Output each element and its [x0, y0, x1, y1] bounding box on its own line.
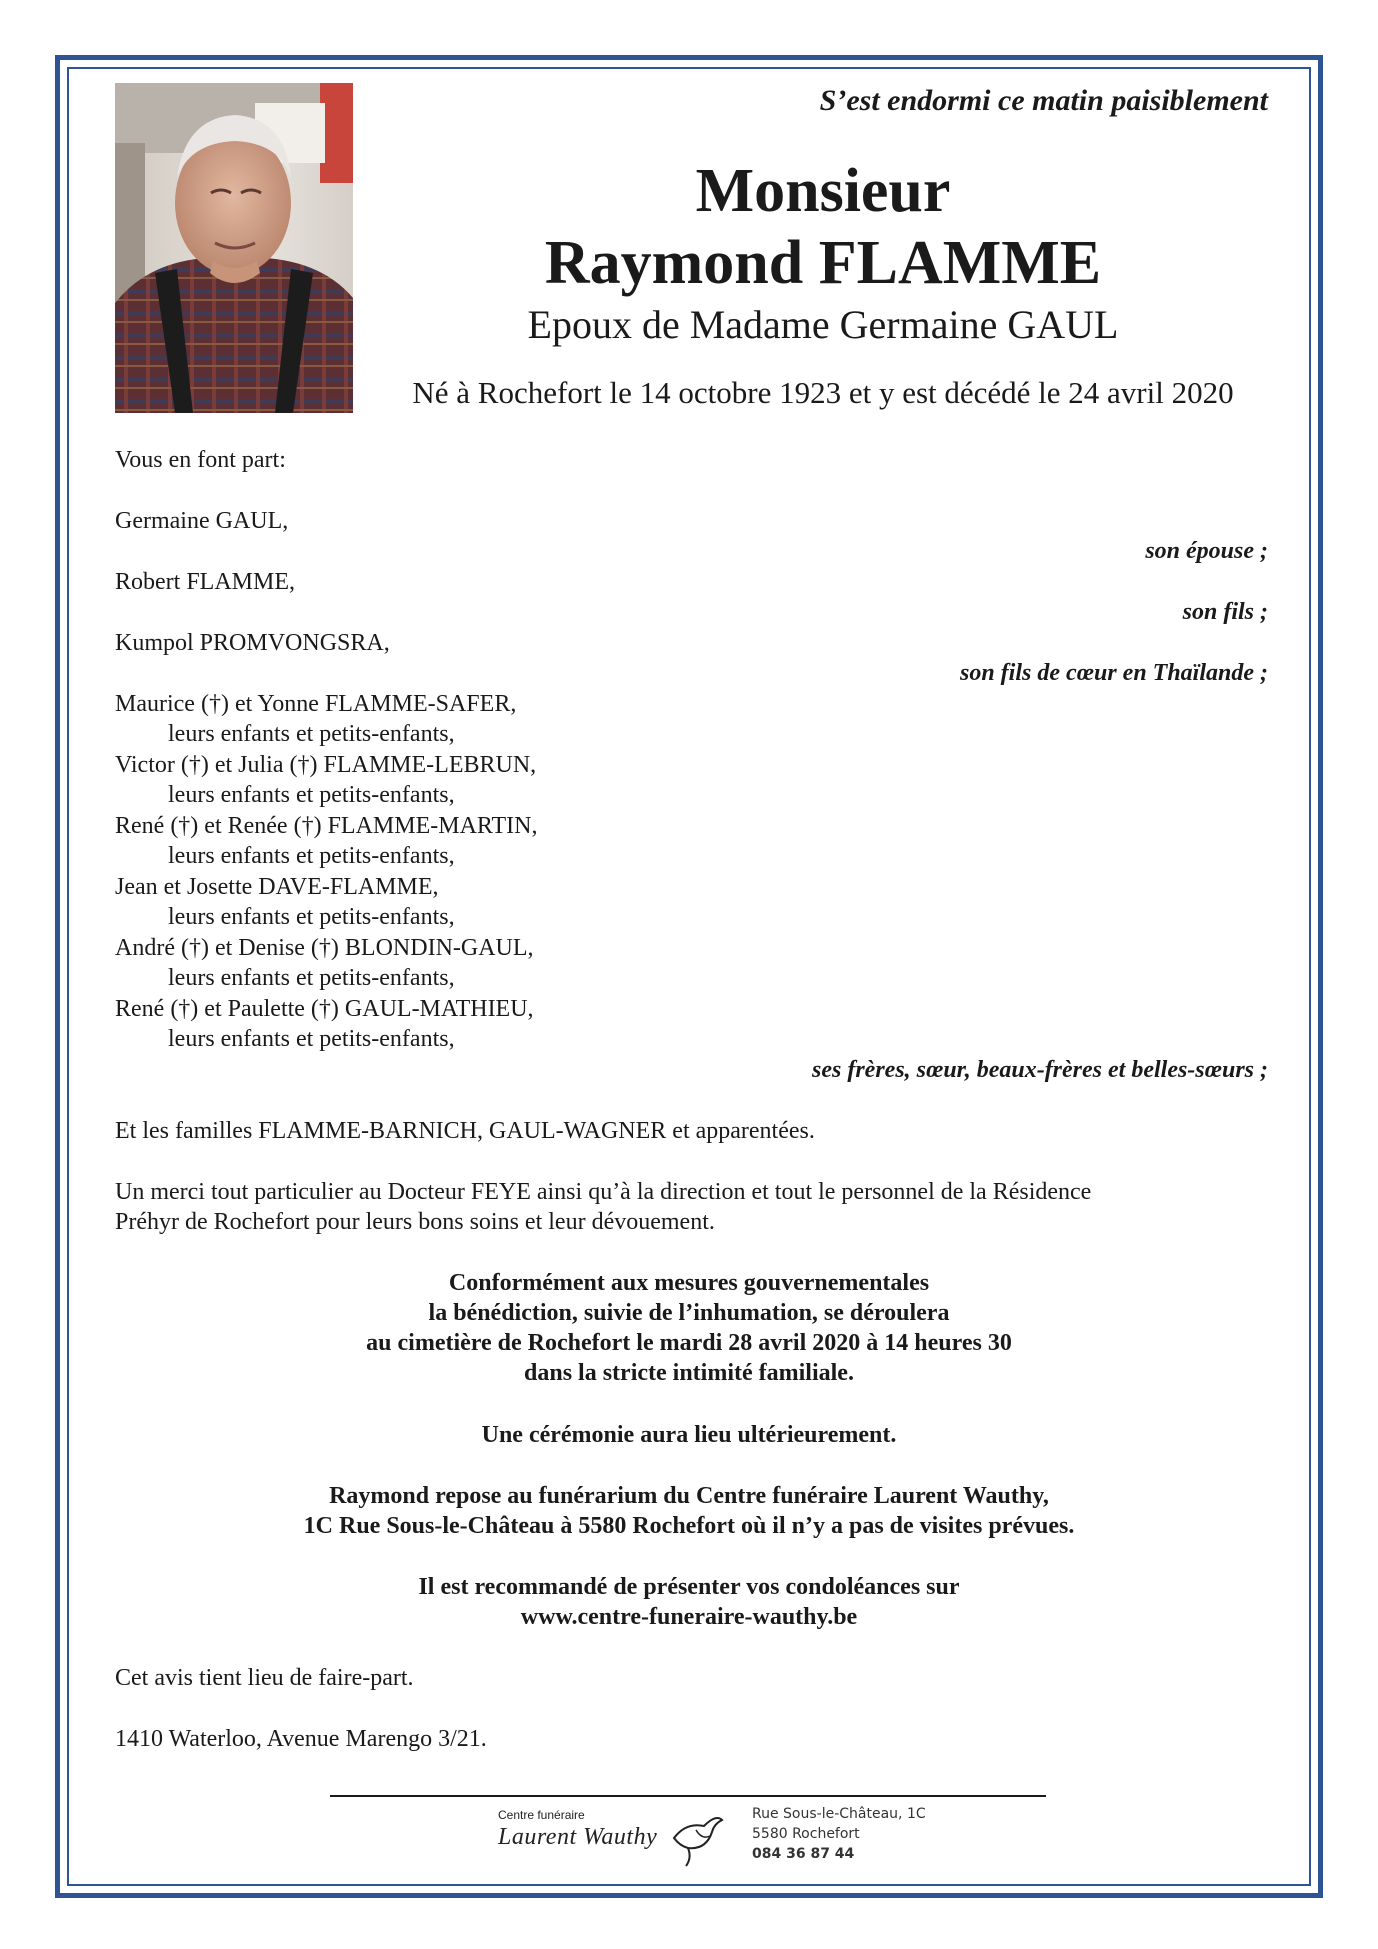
siblings-role: ses frères, sœur, beaux-frères et belles-sœurs ; [812, 1057, 1268, 1083]
sibling-name: Victor (†) et Julia (†) FLAMME-LEBRUN, [115, 752, 537, 778]
sibling-descendants: leurs enfants et petits-enfants, [168, 904, 455, 930]
footer-address [752, 1804, 926, 1864]
later-ceremony: Une cérémonie aura lieu ultérieurement. [481, 1422, 897, 1448]
honorific: Monsieur [695, 157, 951, 225]
funeral-home-logo [498, 1808, 657, 1851]
sibling-name: Maurice (†) et Yonne FLAMME-SAFER, [115, 691, 517, 717]
sibling-name: René (†) et Paulette (†) GAUL-MATHIEU, [115, 996, 534, 1022]
sibling-name: André (†) et Denise (†) BLONDIN-GAUL, [115, 935, 534, 961]
footer-address-line: Rue Sous-le-Château, 1C [752, 1806, 926, 1822]
portrait-photo [115, 83, 353, 413]
thanks-text: Un merci tout particulier au Docteur FEYE ainsi qu’à la direction et tout le personnel de la Résidence [115, 1179, 1092, 1205]
closing-address: 1410 Waterloo, Avenue Marengo 3/21. [115, 1726, 487, 1752]
intro-text: Vous en font part: [115, 447, 286, 473]
logo-small-text: Centre funéraire [498, 1808, 585, 1822]
dates-line: Né à Rochefort le 14 octobre 1923 et y est décédé le 24 avril 2020 [412, 375, 1234, 410]
family-name: Kumpol PROMVONGSRA, [115, 630, 390, 656]
condolences-line: Il est recommandé de présenter vos condoléances sur [418, 1574, 960, 1600]
deceased-name: Raymond FLAMME [544, 229, 1102, 297]
family-role: son fils de cœur en Thaïlande ; [959, 660, 1268, 686]
footer-address-line: 5580 Rochefort [752, 1826, 860, 1842]
family-role: son épouse ; [1145, 538, 1268, 564]
footer-phone: 084 36 87 44 [752, 1846, 855, 1862]
rest-line: Raymond repose au funérarium du Centre funéraire Laurent Wauthy, [329, 1483, 1049, 1509]
sibling-name: Jean et Josette DAVE-FLAMME, [115, 874, 439, 900]
ceremony-line: la bénédiction, suivie de l’inhumation, se déroulera [428, 1300, 950, 1326]
family-name: Robert FLAMME, [115, 569, 295, 595]
header-tagline: S’est endormi ce matin paisiblement [819, 84, 1268, 117]
portrait-photo-icon [115, 83, 353, 413]
sibling-descendants: leurs enfants et petits-enfants, [168, 965, 455, 991]
sibling-descendants: leurs enfants et petits-enfants, [168, 1026, 455, 1052]
logo-script-text: Laurent Wauthy [498, 1824, 658, 1850]
closing-note: Cet avis tient lieu de faire-part. [115, 1665, 414, 1691]
families-text: Et les familles FLAMME-BARNICH, GAUL-WAGNER et apparentées. [115, 1118, 815, 1144]
dove-icon [666, 1800, 726, 1870]
ceremony-line: Conformément aux mesures gouvernementales [448, 1270, 930, 1296]
ceremony-line: au cimetière de Rochefort le mardi 28 avril 2020 à 14 heures 30 [366, 1330, 1012, 1356]
spouse-line: Epoux de Madame Germaine GAUL [527, 302, 1119, 347]
footer-divider [330, 1795, 1046, 1797]
thanks-text: Préhyr de Rochefort pour leurs bons soins et leur dévouement. [115, 1209, 715, 1235]
sibling-descendants: leurs enfants et petits-enfants, [168, 782, 455, 808]
condolences-link[interactable]: www.centre-funeraire-wauthy.be [520, 1604, 858, 1630]
family-name: Germaine GAUL, [115, 508, 289, 534]
sibling-descendants: leurs enfants et petits-enfants, [168, 843, 455, 869]
ceremony-line: dans la stricte intimité familiale. [524, 1360, 854, 1386]
sibling-descendants: leurs enfants et petits-enfants, [168, 721, 455, 747]
sibling-name: René (†) et Renée (†) FLAMME-MARTIN, [115, 813, 538, 839]
family-role: son fils ; [1182, 599, 1268, 625]
rest-line: 1C Rue Sous-le-Château à 5580 Rochefort où il n’y a pas de visites prévues. [303, 1513, 1075, 1539]
